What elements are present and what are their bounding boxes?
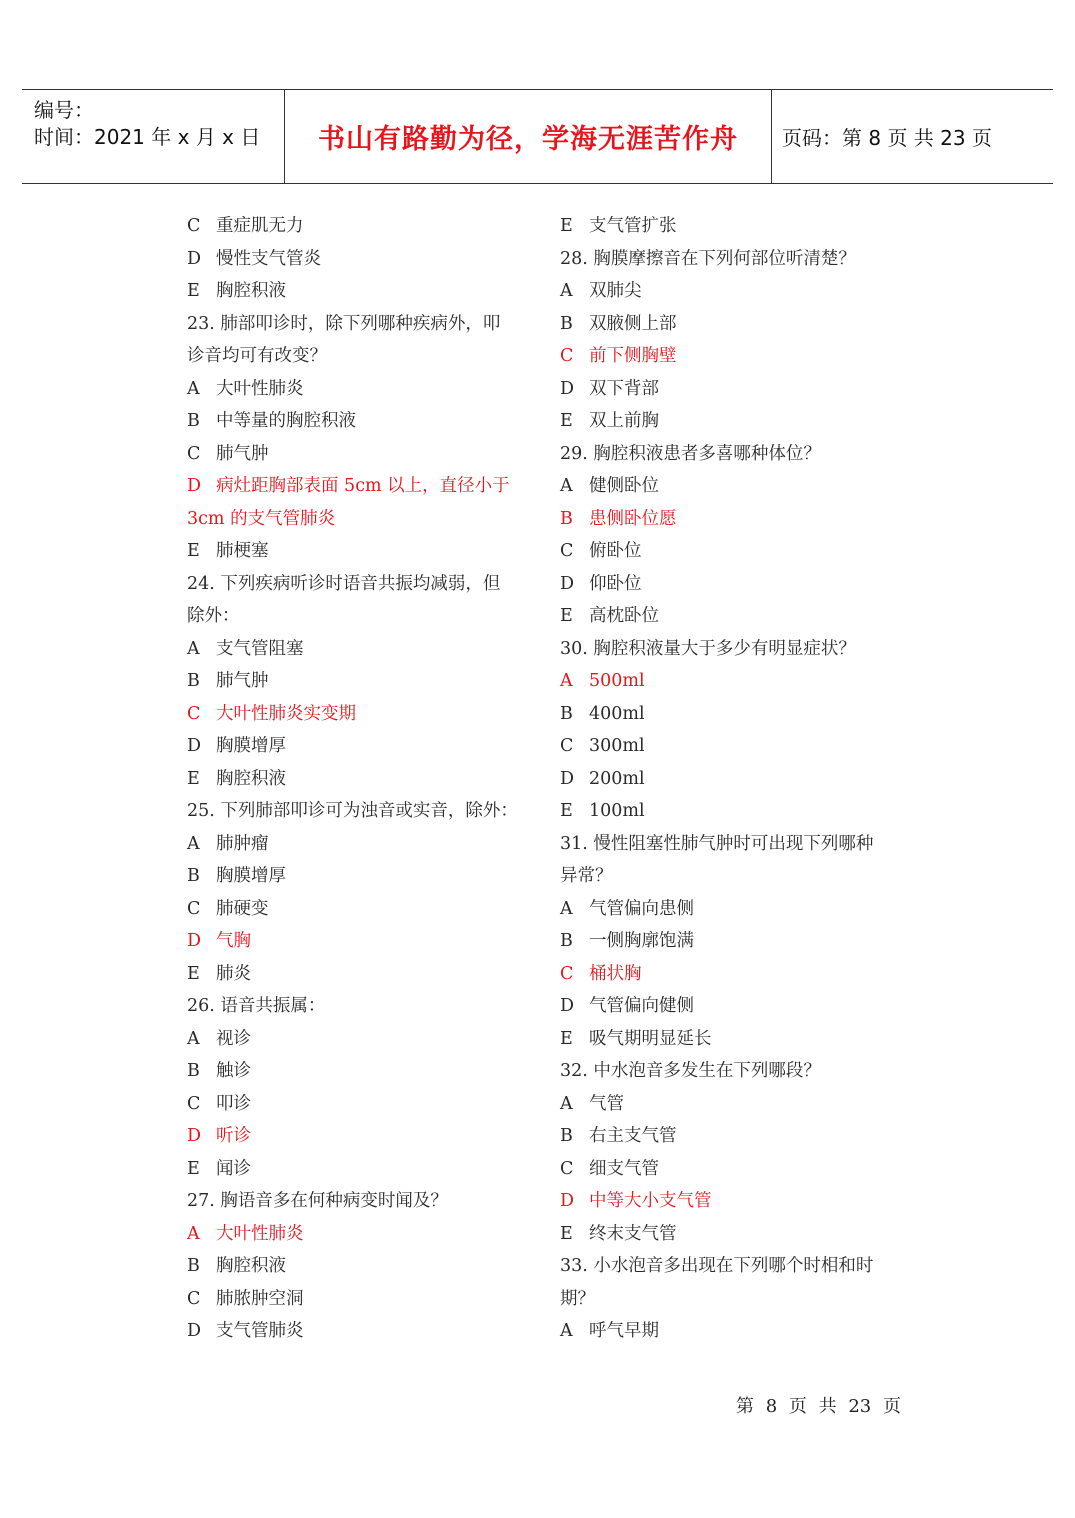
answer-option — [187, 665, 527, 698]
line-text: 中等量的胸腔积液 — [216, 411, 356, 431]
page-footer: 第 8 页 共 23 页 — [736, 1396, 901, 1417]
option-letter: C — [187, 898, 201, 919]
answer-option — [560, 210, 900, 243]
line-text: 300ml — [589, 736, 645, 756]
answer-option — [560, 470, 900, 503]
option-letter: B — [187, 1256, 200, 1276]
answer-option — [187, 470, 527, 503]
line-text: 病灶距胸部表面 5cm 以上，直径小于 — [216, 476, 510, 496]
answer-option — [560, 503, 900, 536]
option-letter: B — [187, 411, 200, 431]
option-letter: C — [560, 963, 574, 984]
line-text: 胸膜增厚 — [216, 866, 286, 886]
option-letter: A — [560, 476, 573, 496]
line-text: 双肺尖 — [589, 281, 642, 301]
option-letter: B — [187, 866, 200, 886]
question-text — [560, 1250, 900, 1283]
line-text: 右主支气管 — [589, 1126, 677, 1146]
line-text: 触诊 — [216, 1061, 251, 1081]
line-text: 终末支气管 — [589, 1223, 677, 1244]
answer-option — [187, 373, 527, 406]
line-text: 33. 小水泡音多出现在下列哪个时相和时 — [560, 1256, 874, 1276]
question-text — [560, 633, 900, 666]
answer-option — [560, 893, 900, 926]
option-letter: E — [560, 1028, 573, 1049]
question-text — [187, 795, 527, 828]
answer-option — [187, 1283, 527, 1316]
option-letter: E — [187, 1158, 200, 1179]
answer-option — [187, 1120, 527, 1153]
answer-option — [187, 405, 527, 438]
option-letter: E — [187, 963, 200, 984]
option-letter: C — [187, 1288, 201, 1309]
option-letter: E — [560, 1223, 573, 1244]
line-text: 胸腔积液 — [216, 281, 286, 301]
option-letter: D — [560, 573, 575, 594]
question-text — [187, 600, 527, 633]
answer-option — [187, 698, 527, 731]
option-letter: A — [560, 1093, 573, 1114]
question-text — [187, 308, 527, 341]
line-text: 肺气肿 — [216, 443, 269, 464]
answer-option — [187, 763, 527, 796]
line-text: 前下侧胸壁 — [589, 346, 677, 366]
line-text: 支气管肺炎 — [216, 1321, 304, 1341]
line-text: 25. 下列肺部叩诊可为浊音或实音，除外： — [187, 801, 518, 821]
line-text: 高枕卧位 — [589, 606, 659, 626]
line-text: 细支气管 — [589, 1158, 659, 1179]
option-letter: E — [560, 801, 573, 821]
answer-option — [187, 1023, 527, 1056]
line-text: 肺肿瘤 — [216, 833, 269, 854]
option-letter: B — [560, 703, 573, 724]
option-letter: B — [560, 313, 573, 334]
line-text: 胸腔积液 — [216, 768, 286, 789]
line-text: 肺气肿 — [216, 671, 269, 691]
line-text: 肺脓肿空洞 — [216, 1288, 304, 1309]
option-letter: A — [560, 281, 573, 301]
option-letter: E — [560, 606, 573, 626]
line-text: 30. 胸腔积液量大于多少有明显症状？ — [560, 638, 856, 659]
option-letter: A — [187, 833, 200, 854]
answer-option — [187, 243, 527, 276]
option-letter: B — [560, 931, 573, 951]
line-text: 肺硬变 — [216, 898, 269, 919]
line-text: 27. 胸语音多在何种病变时闻及？ — [187, 1191, 448, 1211]
answer-option — [187, 958, 527, 991]
line-text: 重症肌无力 — [216, 216, 304, 236]
answer-option — [560, 275, 900, 308]
left-question-column — [187, 210, 527, 1348]
header-page-info: 页码：第 8 页 共 23 页 — [782, 126, 992, 150]
header-motto-cell — [285, 90, 772, 183]
option-letter: A — [187, 1028, 200, 1049]
line-text: 慢性支气管炎 — [216, 248, 321, 269]
line-text: 听诊 — [216, 1126, 251, 1146]
line-text: 呼气早期 — [589, 1321, 659, 1341]
line-text: 诊音均可有改变？ — [187, 346, 327, 366]
line-text: 肺梗塞 — [216, 541, 269, 561]
answer-option — [560, 600, 900, 633]
option-letter: A — [560, 1321, 573, 1341]
line-text: 肺炎 — [216, 963, 251, 984]
line-text: 胸腔积液 — [216, 1256, 286, 1276]
line-text: 28. 胸膜摩擦音在下列何部位听清楚？ — [560, 248, 856, 269]
option-letter: E — [187, 541, 200, 561]
option-letter: C — [187, 216, 201, 236]
answer-option — [560, 925, 900, 958]
option-letter: A — [187, 378, 200, 399]
header-motto: 书山有路勤为径，学海无涯苦作舟 — [318, 124, 738, 155]
answer-option — [187, 1088, 527, 1121]
answer-option — [560, 730, 900, 763]
answer-option — [187, 275, 527, 308]
question-text — [187, 340, 527, 373]
answer-option — [187, 438, 527, 471]
answer-option — [187, 633, 527, 666]
answer-option — [560, 1120, 900, 1153]
answer-option — [560, 795, 900, 828]
option-letter: A — [187, 638, 200, 659]
line-text: 500ml — [589, 671, 645, 691]
answer-option — [187, 210, 527, 243]
option-letter: C — [187, 703, 201, 724]
line-text: 吸气期明显延长 — [589, 1028, 712, 1049]
line-text: 胸膜增厚 — [216, 736, 286, 756]
option-letter: B — [560, 508, 573, 529]
option-letter: C — [560, 1158, 574, 1179]
line-text: 大叶性肺炎实变期 — [216, 703, 356, 724]
answer-option — [560, 990, 900, 1023]
line-text: 健侧卧位 — [589, 476, 659, 496]
answer-option — [560, 1218, 900, 1251]
question-text — [187, 568, 527, 601]
option-letter: C — [187, 1093, 201, 1114]
line-text: 3cm 的支气管肺炎 — [187, 508, 336, 529]
line-text: 31. 慢性阻塞性肺气肿时可出现下列哪种 — [560, 833, 874, 854]
answer-option — [187, 1250, 527, 1283]
line-text: 双上前胸 — [589, 411, 659, 431]
question-text — [560, 1055, 900, 1088]
option-letter: E — [560, 411, 573, 431]
answer-option — [187, 1315, 527, 1348]
line-text: 患侧卧位愿 — [589, 508, 677, 529]
option-letter: E — [560, 216, 573, 236]
line-text: 除外： — [187, 606, 240, 626]
question-text — [560, 243, 900, 276]
option-letter: D — [560, 996, 575, 1016]
question-text — [560, 1283, 900, 1316]
option-letter: E — [187, 768, 200, 789]
question-text — [560, 438, 900, 471]
answer-option — [187, 730, 527, 763]
answer-option — [560, 1315, 900, 1348]
line-text: 异常？ — [560, 866, 613, 886]
answer-option — [187, 828, 527, 861]
line-text: 支气管扩张 — [589, 216, 677, 236]
option-letter: D — [187, 736, 202, 756]
option-letter: D — [187, 248, 202, 269]
option-letter: C — [560, 541, 574, 561]
answer-option — [187, 535, 527, 568]
line-text: 中等大小支气管 — [589, 1191, 712, 1211]
line-text: 仰卧位 — [589, 573, 642, 594]
answer-option — [187, 1055, 527, 1088]
line-text: 400ml — [589, 703, 645, 724]
line-text: 叩诊 — [216, 1093, 251, 1114]
answer-option — [560, 958, 900, 991]
answer-option — [560, 405, 900, 438]
answer-option — [187, 860, 527, 893]
answer-option — [187, 925, 527, 958]
question-text — [560, 828, 900, 861]
line-text: 大叶性肺炎 — [216, 1223, 304, 1244]
option-letter: A — [187, 1223, 200, 1244]
answer-option — [187, 1153, 527, 1186]
line-text: 气管偏向患侧 — [589, 898, 694, 919]
option-letter: D — [187, 931, 202, 951]
line-text: 24. 下列疾病听诊时语音共振均减弱，但 — [187, 573, 501, 594]
answer-option — [560, 665, 900, 698]
option-letter: E — [187, 281, 200, 301]
option-letter: D — [187, 476, 202, 496]
answer-option — [560, 340, 900, 373]
page-header — [22, 89, 1053, 184]
line-text: 双下背部 — [589, 378, 659, 399]
option-letter: C — [560, 736, 574, 756]
line-text: 桶状胸 — [589, 963, 642, 984]
line-text: 29. 胸腔积液患者多喜哪种体位？ — [560, 443, 821, 464]
right-question-column — [560, 210, 900, 1348]
line-text: 大叶性肺炎 — [216, 378, 304, 399]
option-letter: D — [187, 1321, 202, 1341]
option-letter: D — [560, 768, 575, 789]
line-text: 32. 中水泡音多发生在下列哪段？ — [560, 1061, 821, 1081]
line-text: 双腋侧上部 — [589, 313, 677, 334]
answer-option — [560, 568, 900, 601]
answer-option — [560, 535, 900, 568]
document-time-label: 时间：2021 年 x 月 x 日 — [34, 125, 261, 149]
answer-option — [560, 698, 900, 731]
answer-option — [187, 893, 527, 926]
line-text: 气管 — [589, 1093, 624, 1114]
question-text — [187, 1185, 527, 1218]
option-letter: B — [187, 671, 200, 691]
option-letter: B — [560, 1126, 573, 1146]
option-letter: A — [560, 898, 573, 919]
line-text: 23. 肺部叩诊时，除下列哪种疾病外，叩 — [187, 313, 501, 334]
option-letter: B — [187, 1061, 200, 1081]
line-text: 26. 语音共振属： — [187, 996, 326, 1016]
answer-option — [560, 373, 900, 406]
line-text: 200ml — [589, 768, 645, 789]
question-text — [187, 990, 527, 1023]
option-letter: D — [187, 1126, 202, 1146]
line-text: 视诊 — [216, 1028, 251, 1049]
line-text: 期？ — [560, 1288, 595, 1309]
option-letter: D — [560, 1191, 575, 1211]
option-letter: C — [187, 443, 201, 464]
document-number-label: 编号： — [34, 98, 94, 122]
answer-option — [560, 1023, 900, 1056]
header-meta-cell — [22, 90, 285, 183]
line-text: 支气管阻塞 — [216, 638, 304, 659]
header-page-cell — [782, 90, 1042, 183]
answer-option — [560, 763, 900, 796]
answer-option — [560, 308, 900, 341]
line-text: 俯卧位 — [589, 541, 642, 561]
line-text: 气胸 — [216, 931, 251, 951]
option-letter: C — [560, 346, 574, 366]
answer-option — [560, 1153, 900, 1186]
question-text — [187, 503, 527, 536]
option-letter: D — [560, 378, 575, 399]
answer-option — [560, 1185, 900, 1218]
option-letter: A — [560, 671, 573, 691]
line-text: 一侧胸廓饱满 — [589, 931, 694, 951]
answer-option — [187, 1218, 527, 1251]
answer-option — [560, 1088, 900, 1121]
question-text — [560, 860, 900, 893]
line-text: 100ml — [589, 801, 645, 821]
line-text: 气管偏向健侧 — [589, 996, 694, 1016]
line-text: 闻诊 — [216, 1158, 251, 1179]
